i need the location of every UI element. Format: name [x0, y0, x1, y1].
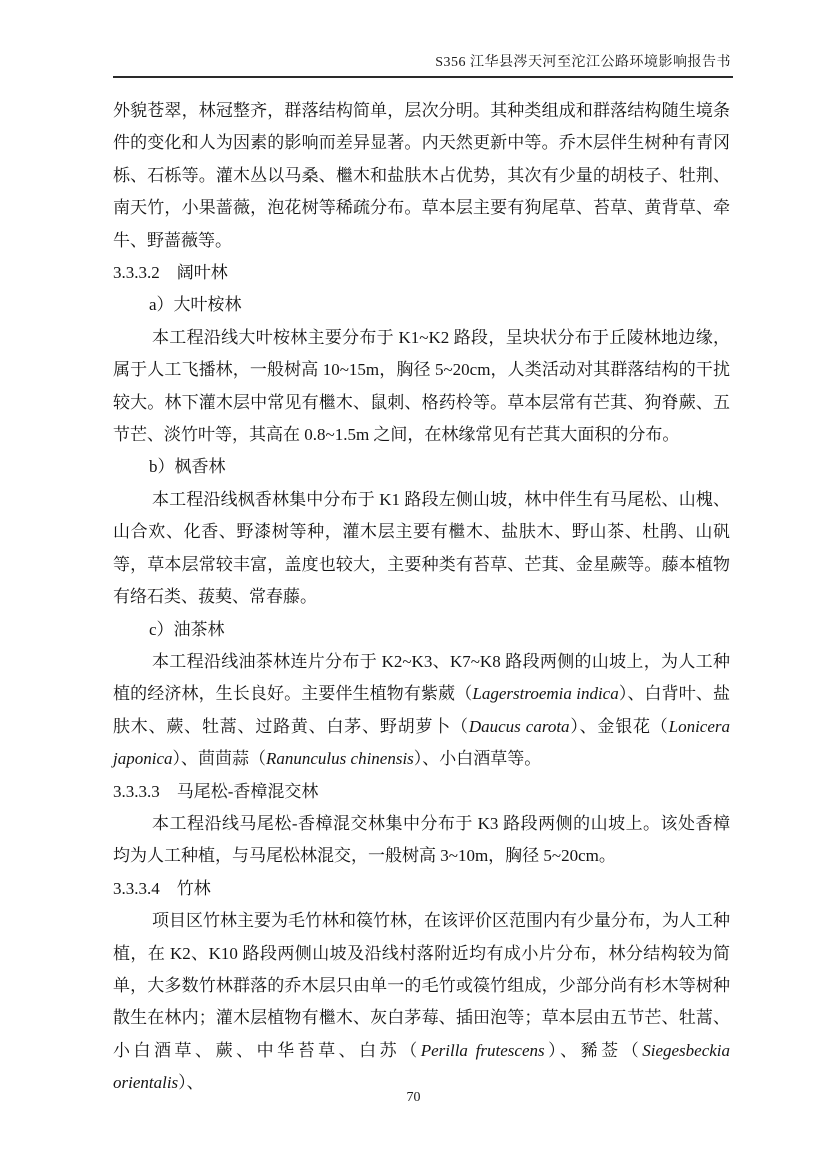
latin-species-name: Lagerstroemia indica — [472, 684, 619, 704]
latin-species-name: Lonicera japonica — [113, 716, 730, 769]
text-run: ）、小白酒草等。 — [413, 749, 542, 769]
paragraph-zhulin — [113, 905, 730, 1099]
text-run: 3.3.3.3 马尾松-香樟混交林 — [113, 781, 319, 801]
page-header-title: S356 江华县涔天河至沱江公路环境影响报告书 — [435, 55, 731, 70]
subitem-a-daye-an-lin — [113, 289, 730, 321]
text-run: a）大叶桉林 — [149, 295, 242, 315]
text-run: 外貌苍翠，林冠整齐，群落结构简单，层次分明。其种类组成和群落结构随生境条件的变化和人为因素的影响而差异显著。内天然更新中等。乔木层伴生树种有青冈栎、石栎等。灌木丛以马桑、檵木和盐肤木占优势，其次有少量的胡枝子、牡荆、南天竹，小果蔷薇，泡花树等稀疏分布。草本层主要有狗尾草、苔草、黄背草、牵牛、野蔷薇等。 — [113, 101, 730, 250]
subitem-b-fengxiang-lin — [113, 451, 730, 483]
text-run: ）、 — [178, 1073, 204, 1093]
heading-3-3-3-4 — [113, 873, 730, 905]
header-rule — [113, 76, 733, 78]
text-run: ）、茴茴蒜（ — [172, 749, 266, 769]
heading-3-3-3-2 — [113, 257, 730, 289]
paragraph-continuation — [113, 95, 730, 257]
text-run: 3.3.3.4 竹林 — [113, 878, 211, 898]
paragraph-fengxiang-lin — [113, 484, 730, 614]
paragraph-daye-an-lin — [113, 322, 730, 452]
page-number: 70 — [406, 1090, 421, 1105]
text-run: 项目区竹林主要为毛竹林和篌竹林，在该评价区范围内有少量分布，为人工种植，在 K2、K10 路段两侧山坡及沿线村落附近均有成小片分布，林分结构较为简单，大多数竹林群落的乔木层只由单一的毛竹或篌竹组成，少部分尚有杉木等树种散生在林内；灌木层植物有檵木、灰白茅莓、插田泡等；草本层由五节芒、牡蒿、小白酒草、蕨、中华苔草、白苏（ — [113, 911, 730, 1060]
text-run: 本工程沿线枫香林集中分布于 K1 路段左侧山坡，林中伴生有马尾松、山槐、山合欢、化香、野漆树等种，灌木层主要有檵木、盐肤木、野山茶、杜鹃、山矾等，草本层常较丰富，盖度也较大，主要种类有苔草、芒萁、金星蕨等。藤本植物有络石类、菝葜、常春藤。 — [113, 489, 730, 607]
heading-3-3-3-3 — [113, 776, 730, 808]
subitem-c-youcha-lin — [113, 614, 730, 646]
text-run: ）、金银花（ — [569, 716, 669, 736]
paragraph-youcha-lin — [113, 646, 730, 776]
text-run: 3.3.3.2 阔叶林 — [113, 263, 228, 283]
latin-species-name: Siegesbeckia orientalis — [113, 1040, 731, 1093]
text-run: ）、豨莶（ — [544, 1040, 643, 1060]
text-run: 本工程沿线油茶林连片分布于 K2~K3、K7~K8 路段两侧的山坡上，为人工种植的经济林，生长良好。主要伴生植物有紫葳（ — [113, 651, 730, 704]
text-run: ）、白背叶、盐肤木、蕨、牡蒿、过路黄、白茅、野胡萝卜（ — [113, 684, 731, 736]
latin-species-name: Perilla frutescens — [420, 1040, 545, 1060]
latin-species-name: Daucus carota — [468, 716, 570, 736]
document-body — [113, 95, 730, 1100]
latin-species-name: Ranunculus chinensis — [266, 749, 414, 769]
text-run: 本工程沿线大叶桉林主要分布于 K1~K2 路段，呈块状分布于丘陵林地边缘，属于人工飞播林，一般树高 10~15m，胸径 5~20cm，人类活动对其群落结构的干扰较大。林下灌木层中常见有檵木、鼠刺、格药柃等。草本层常有芒萁、狗脊蕨、五节芒、淡竹叶等，其高在 0.8~1.5m 之间，在林缘常见有芒萁大面积的分布。 — [113, 327, 730, 445]
text-run: c）油茶林 — [149, 619, 225, 639]
text-run: 本工程沿线马尾松-香樟混交林集中分布于 K3 路段两侧的山坡上。该处香樟均为人工种植，与马尾松林混交，一般树高 3~10m，胸径 5~20cm。 — [113, 813, 730, 866]
text-run: b）枫香林 — [149, 457, 226, 477]
paragraph-masong-xiangzhang — [113, 808, 730, 873]
